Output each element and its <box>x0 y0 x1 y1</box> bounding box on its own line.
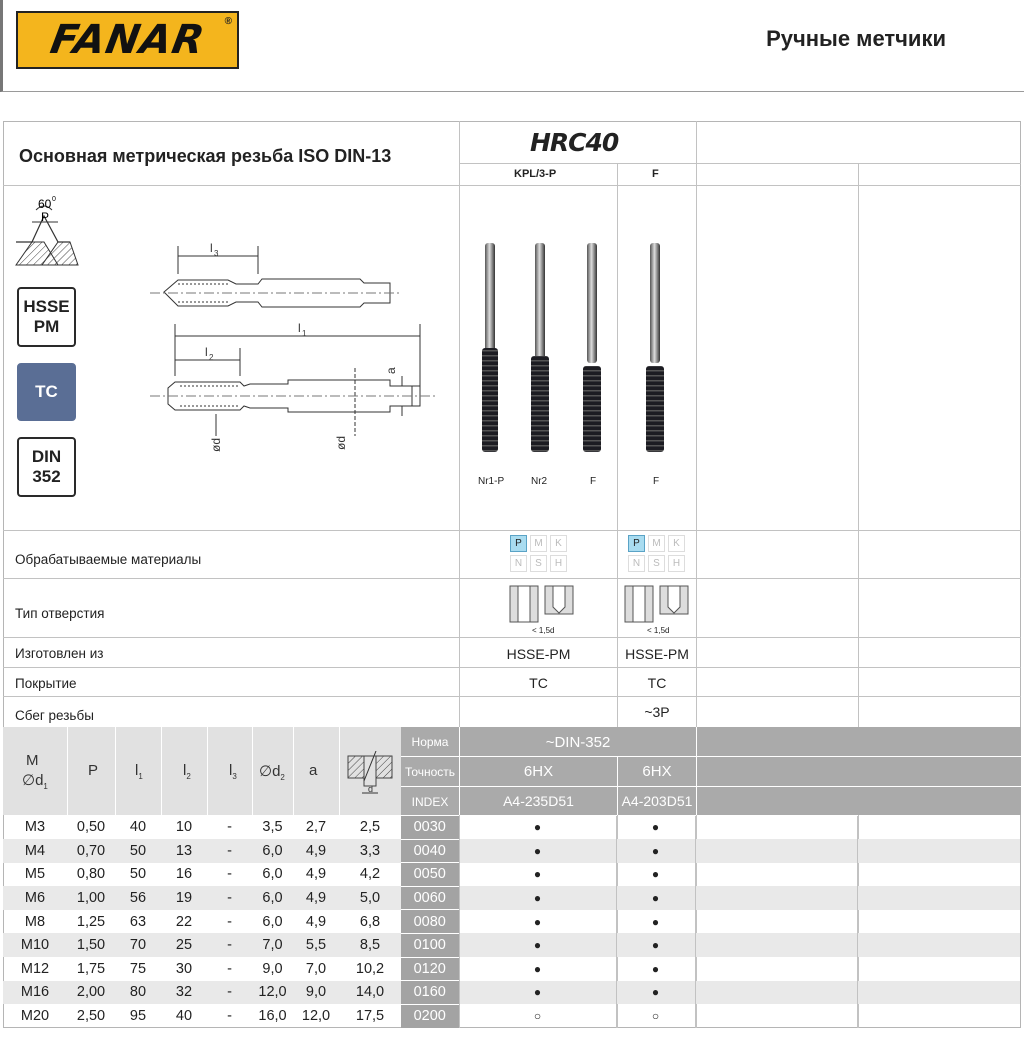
cell-m: M6 <box>3 886 67 910</box>
cell-c1: ● <box>459 816 616 840</box>
cell-p: 1,00 <box>67 886 115 910</box>
cell-c2: ● <box>616 863 695 887</box>
cell-e1 <box>695 1004 857 1028</box>
index-label: INDEX <box>411 795 449 809</box>
tap-photo-nr1p <box>482 243 498 452</box>
material-grid-kpl <box>510 535 567 572</box>
material-k: K <box>550 535 567 552</box>
cell-e1 <box>695 957 857 981</box>
cell-l2: 10 <box>175 819 193 836</box>
cell-c2: ● <box>616 957 695 981</box>
material-m: M <box>530 535 547 552</box>
cell-e1 <box>695 886 857 910</box>
runout-label: Сбег резьбы <box>15 708 94 723</box>
cell-index: 0120 <box>401 957 459 981</box>
angle-degree: 0 <box>52 196 56 203</box>
cell-p: 0,70 <box>67 839 115 863</box>
cell-c2: ● <box>616 981 695 1005</box>
cell-l2: 30 <box>175 960 193 977</box>
made-of-label: Изготовлен из <box>15 646 104 661</box>
runout-f: ~3P <box>644 704 670 720</box>
cell-index: 0030 <box>401 816 459 840</box>
hole-note: < 1,5d <box>532 626 555 635</box>
tool-label: Nr1-P <box>478 476 505 487</box>
material-p: P <box>510 535 527 552</box>
cell-a: 4,9 <box>305 866 327 883</box>
svg-text:l: l <box>205 345 208 359</box>
cell-l3: - <box>227 960 232 977</box>
drill-diameter-icon <box>346 751 396 801</box>
cell-l3: - <box>227 866 232 883</box>
material-m: M <box>648 535 665 552</box>
cell-e1 <box>695 910 857 934</box>
svg-text:l: l <box>210 241 213 255</box>
cell-p: 1,50 <box>67 933 115 957</box>
cell-c2: ○ <box>616 1004 695 1028</box>
cell-p: 2,00 <box>67 981 115 1005</box>
cell-c2: ● <box>616 933 695 957</box>
cell-d: 5,0 <box>339 886 401 910</box>
cell-d2: 7,0 <box>252 933 293 957</box>
cell-index: 0100 <box>401 933 459 957</box>
tap-photos <box>470 238 685 458</box>
cell-d: 10,2 <box>355 960 385 977</box>
materials-label: Обрабатываемые материалы <box>15 552 202 567</box>
cell-d2: 12,0 <box>252 981 293 1005</box>
cell-a: 4,9 <box>293 839 339 863</box>
cell-p: 1,25 <box>76 913 106 930</box>
cell-e2 <box>857 981 1020 1005</box>
cell-c2: ● <box>616 910 695 934</box>
column-kpl: KPL/3-P <box>514 168 557 180</box>
cell-d: 8,5 <box>339 933 401 957</box>
norm-value: ~DIN-352 <box>545 734 611 751</box>
cell-l1: 75 <box>129 960 147 977</box>
cell-l3: - <box>227 1008 232 1025</box>
cell-l2: 25 <box>161 933 207 957</box>
cell-m: M8 <box>24 913 46 930</box>
cell-d: 4,2 <box>359 866 381 883</box>
cell-l1: 63 <box>129 913 147 930</box>
cell-c1: ● <box>459 863 616 887</box>
cell-index: 0050 <box>401 863 459 887</box>
coating-f: TC <box>647 675 667 691</box>
tolerance-kpl: 6HX <box>523 763 554 780</box>
header-p: P <box>88 762 99 779</box>
made-of-kpl: HSSE-PM <box>506 646 571 662</box>
cell-l1: 50 <box>129 866 147 883</box>
cell-e2 <box>857 933 1020 957</box>
cell-d2: 9,0 <box>262 960 283 977</box>
cell-c1: ● <box>459 933 616 957</box>
cell-l2: 16 <box>175 866 193 883</box>
cell-e1 <box>695 981 857 1005</box>
cell-a: 9,0 <box>293 981 339 1005</box>
cell-c1: ● <box>459 910 616 934</box>
cell-e1 <box>695 933 857 957</box>
cell-m: M4 <box>3 839 67 863</box>
cell-m: M12 <box>20 960 50 977</box>
cell-a: 4,9 <box>305 913 327 930</box>
tool-label: F <box>590 476 597 487</box>
material-n: N <box>628 555 645 572</box>
tolerance-f: 6HX <box>642 763 672 780</box>
cell-c1: ● <box>459 886 616 910</box>
cell-e1 <box>695 816 857 840</box>
cell-c2: ● <box>616 886 695 910</box>
hsse-pm-badge: HSSE PM <box>17 287 76 347</box>
cell-l3: - <box>207 886 252 910</box>
index-f: A4-203D51 <box>621 793 693 809</box>
material-h: H <box>668 555 685 572</box>
cell-p: 0,80 <box>76 866 106 883</box>
coating-kpl: TC <box>529 675 548 691</box>
cell-l1: 70 <box>115 933 161 957</box>
cell-c1: ● <box>459 981 616 1005</box>
cell-d: 17,5 <box>355 1008 385 1025</box>
tolerance-label: Точность <box>404 765 456 779</box>
cell-d2: 3,5 <box>262 819 283 836</box>
cell-d2: 6,0 <box>262 866 283 883</box>
coating-label: Покрытие <box>15 676 77 691</box>
table-header <box>3 727 401 815</box>
cell-e2 <box>857 886 1020 910</box>
cell-l3: - <box>227 819 232 836</box>
material-grid-f <box>628 535 685 572</box>
header-l2: $l_2$ <box>183 762 191 781</box>
table-row <box>3 1004 1020 1028</box>
cell-l2: 13 <box>161 839 207 863</box>
cell-e2 <box>857 839 1020 863</box>
din-352-badge: DIN 352 <box>17 437 76 497</box>
cell-p: 2,50 <box>76 1008 106 1025</box>
cell-l3: - <box>207 933 252 957</box>
cell-a: 4,9 <box>293 886 339 910</box>
hole-type-icon <box>624 585 692 625</box>
cell-m: M16 <box>3 981 67 1005</box>
tc-badge: TC <box>17 363 76 421</box>
cell-p: 1,75 <box>76 960 106 977</box>
header-m: M <box>26 752 39 769</box>
svg-text:3: 3 <box>214 249 219 258</box>
cell-e1 <box>695 863 857 887</box>
material-s: S <box>648 555 665 572</box>
cell-m: M5 <box>24 866 46 883</box>
material-h: H <box>550 555 567 572</box>
svg-text:1: 1 <box>302 329 307 338</box>
cell-m: M3 <box>24 819 46 836</box>
cell-c1: ● <box>459 839 616 863</box>
norm-label: Норма <box>411 735 449 749</box>
material-p: P <box>628 535 645 552</box>
cell-l3: - <box>207 981 252 1005</box>
tap-photo-f <box>583 243 601 452</box>
cell-m: M10 <box>3 933 67 957</box>
cell-d: 3,3 <box>339 839 401 863</box>
index-kpl: A4-235D51 <box>503 793 574 809</box>
fanar-logo: FANAR ® <box>16 11 239 69</box>
cell-a: 7,0 <box>305 960 327 977</box>
tool-label: Nr2 <box>531 476 548 487</box>
cell-l2: 40 <box>175 1008 193 1025</box>
cell-d2: 6,0 <box>252 839 293 863</box>
cell-e1 <box>695 839 857 863</box>
cell-index: 0080 <box>401 910 459 934</box>
material-s: S <box>530 555 547 572</box>
table-row <box>3 910 1020 934</box>
svg-text:ød: ød <box>209 437 223 452</box>
made-of-f: HSSE-PM <box>625 646 689 662</box>
header-d2: $\emptyset d_2$ <box>259 763 285 782</box>
cell-l1: 80 <box>115 981 161 1005</box>
cell-l1: 50 <box>115 839 161 863</box>
cell-a: 2,7 <box>305 819 327 836</box>
cell-l2: 32 <box>161 981 207 1005</box>
hole-type-label: Тип отверстия <box>15 606 105 621</box>
svg-text:d: d <box>368 784 374 794</box>
tap-technical-drawing <box>150 236 445 466</box>
cell-a: 5,5 <box>293 933 339 957</box>
pitch-label: P <box>41 210 50 224</box>
cell-index: 0200 <box>401 1004 459 1028</box>
column-f: F <box>652 168 659 180</box>
cell-l1: 40 <box>129 819 147 836</box>
table-row <box>3 886 1020 910</box>
cell-e2 <box>857 1004 1020 1028</box>
cell-a: 12,0 <box>301 1008 331 1025</box>
cell-d2: 6,0 <box>252 886 293 910</box>
svg-text:ød: ød <box>334 435 348 450</box>
section-title: Основная метрическая резьба ISO DIN-13 <box>19 146 392 166</box>
cell-c1: ○ <box>459 1004 616 1028</box>
cell-e2 <box>857 816 1020 840</box>
cell-d2: 6,0 <box>262 913 283 930</box>
cell-index: 0040 <box>401 839 459 863</box>
header-a: a <box>309 762 318 779</box>
cell-c2: ● <box>616 816 695 840</box>
cell-e2 <box>857 863 1020 887</box>
svg-text:l: l <box>298 321 301 335</box>
hole-note: < 1,5d <box>647 626 670 635</box>
cell-l2: 22 <box>175 913 193 930</box>
header-d1: $\emptyset d_1$ <box>22 772 48 791</box>
cell-d: 2,5 <box>359 819 381 836</box>
cell-p: 0,50 <box>76 819 106 836</box>
cell-index: 0160 <box>401 981 459 1005</box>
hrc-label: HRC40 <box>530 128 619 157</box>
material-k: K <box>668 535 685 552</box>
hole-type-icon <box>509 585 577 625</box>
table-row <box>3 839 1020 863</box>
thread-profile-icon <box>14 192 80 268</box>
table-row <box>3 863 1020 887</box>
page-title: Ручные метчики <box>766 26 946 51</box>
table-row <box>3 981 1020 1005</box>
cell-c1: ● <box>459 957 616 981</box>
tool-label: F <box>653 476 660 487</box>
cell-l3: - <box>207 839 252 863</box>
cell-l1: 95 <box>129 1008 147 1025</box>
cell-l2: 19 <box>161 886 207 910</box>
header-l3: $l_3$ <box>229 762 237 781</box>
table-row <box>3 933 1020 957</box>
cell-d2: 16,0 <box>258 1008 287 1025</box>
table-row <box>3 816 1020 840</box>
cell-index: 0060 <box>401 886 459 910</box>
cell-e2 <box>857 957 1020 981</box>
svg-text:a: a <box>384 367 398 374</box>
cell-l3: - <box>227 913 232 930</box>
svg-text:2: 2 <box>209 353 214 362</box>
table-row <box>3 957 1020 981</box>
size-table <box>3 815 1020 1028</box>
cell-m: M20 <box>20 1008 50 1025</box>
cell-l1: 56 <box>115 886 161 910</box>
material-n: N <box>510 555 527 572</box>
angle-label: 60 <box>38 197 52 211</box>
header-l1: $l_1$ <box>135 762 143 781</box>
tap-photo-f-2 <box>646 243 664 452</box>
cell-d: 6,8 <box>359 913 381 930</box>
cell-d: 14,0 <box>339 981 401 1005</box>
tap-photo-nr2 <box>531 243 549 452</box>
cell-e2 <box>857 910 1020 934</box>
cell-c2: ● <box>616 839 695 863</box>
